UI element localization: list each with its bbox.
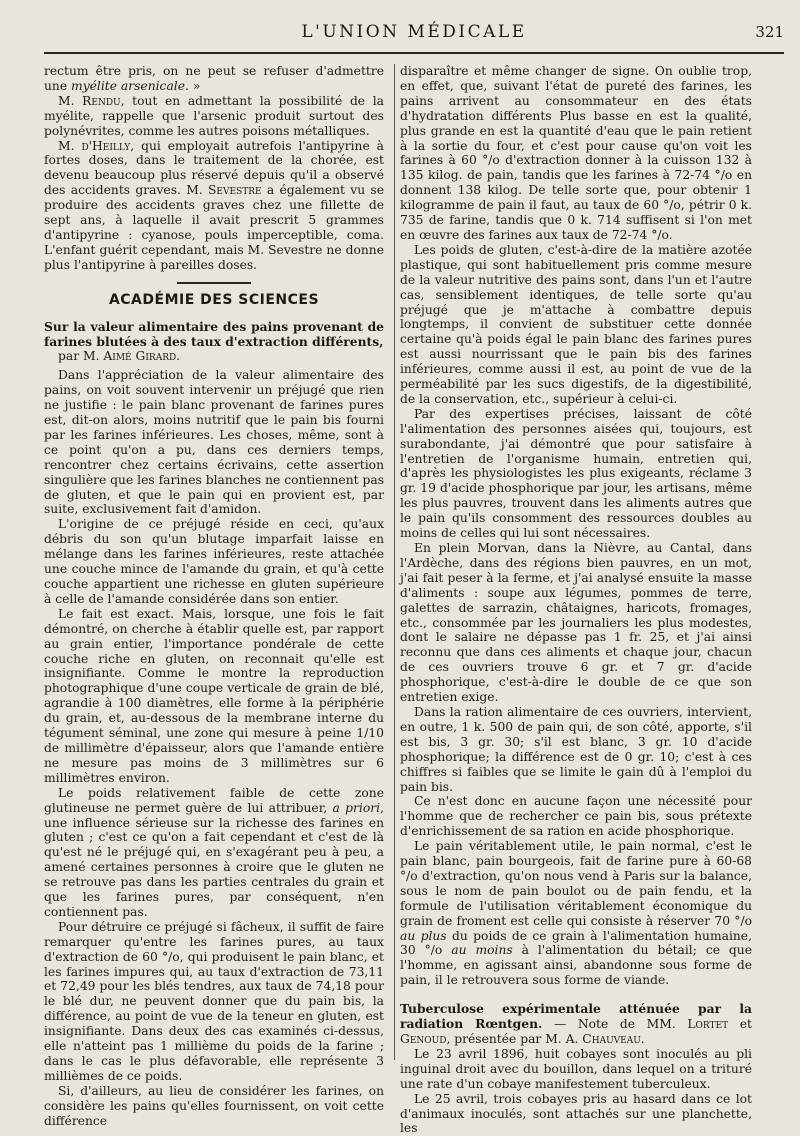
paragraph: Le 25 avril, trois cobayes pris au hasard dans ce lot d'animaux inoculés, sont attachés sur une planchette, les [400, 1091, 752, 1136]
paragraph: Les poids de gluten, c'est-à-dire de la matière azotée plastique, qui sont habituellement pris comme mesure de la valeur nutritive des pains sont, dans l'un et l'autre cas, sensiblement identiques, de telle sorte qu'au préjugé que je m'attache à combattre depuis longtemps, il convient de substituer cette donnée certaine qu'à poids égal le pain blanc des farines pures est aussi nourrissant que le pain bis des farines inférieures, comme aussi il est, au point de vue de la perméabilité par les sucs digestifs, de la digestibilité, de la conservation, etc., supérieur à celui-ci. [400, 242, 752, 406]
article-author [58, 349, 384, 364]
text: » [188, 78, 201, 93]
page-number: 321 [755, 23, 784, 41]
paragraph [44, 786, 384, 920]
text: du poids de ce grain à l'alimentation humaine, 30 °/o [400, 928, 752, 958]
text: par M. [58, 349, 104, 364]
paragraph [44, 64, 384, 94]
column-divider [394, 64, 395, 1060]
paragraph: Le fait est exact. Mais, lorsque, une fois le fait démontré, on cherche à établir quelle est, par rapport au grain entier, l'importance pondérale de cette couche riche en gluten, on reconnait qu'elle est insignifiante. Comme le montre la reproduction photographique d'une coupe verticale de grain de blé, agrandie à 100 diamètres, elle forme à la périphérie du grain, et, au-dessous de la membrane interne du tégument séminal, une zone qui mesure à peine 1/10 de millimètre d'épaisseur, alors que l'amande entière ne mesure pas moins de 3 millimètres sur 6 millimètres environ. [44, 606, 384, 785]
text: à l'alimentation du bétail; ce que l'homme, en agissant ainsi, abandonne sous forme de pain, il le retrouvera sous forme de viande. [400, 943, 753, 988]
paragraph: L'origine de ce préjugé réside en ceci, qu'aux débris du son qu'un blutage imparfait laisse en mélange dans les farines inférieures, reste attachée une couche mince de l'amande du grain, et qu'à cette couche appartient une richesse en gluten supérieure à celle de l'amande considérée dans son entier. [44, 517, 384, 606]
italic-text: au moins [451, 943, 513, 958]
paragraph: Le 23 avril 1896, huit cobayes sont inoculés au pli inguinal droit avec du bouillon, dans lequel on a trituré une rate d'un cobaye manifestement tuberculeux. [400, 1046, 752, 1091]
paragraph [400, 839, 752, 988]
author-name: A. Chauveau. [565, 1032, 645, 1046]
text: Le pain véritablement utile, le pain normal, c'est le pain blanc, pain bourgeois, fait de farine pure à 60-68 °/o d'extraction, qu'on nous vend à Paris sur la balance, sous le nom de pain boulot ou de pain fendu, et la formule de l'utilisation véritablement économique du grain de froment est celle qui consiste à réserver 70 °/o [400, 839, 752, 928]
paragraph: En plein Morvan, dans la Nièvre, au Cantal, dans l'Ardèche, dans des régions bien pauvres, en un mot, j'ai fait peser à la ferme, et j'ai analysé ensuite la masse d'aliments : soupe aux légumes, pommes de terre, galettes de sarrazin, châtaignes, haricots, fromages, etc., consommée par les journaliers les plus modestes, dont le salaire ne dépasse pas 1 fr. 25, et j'ai ainsi reconnu que dans ces aliments et chaque jour, chacun de ces ouvriers trouve 6 gr. et 7 gr. d'acide phosphorique, c'est-à-dire le double de ce que son entretien exige. [400, 541, 752, 705]
italic-text: a priori [332, 800, 381, 815]
running-title: L'UNION MÉDICALE [301, 22, 527, 42]
article-title: Sur la valeur alimentaire des pains provenant de farines blutées à des taux d'extraction différents, [44, 318, 384, 349]
paragraph: Par des expertises précises, laissant de côté l'alimentation des personnes aisées qui, toujours, est surabondante, j'ai démontré que pour satisfaire à l'entretien de l'organisme humain, entretien qui, d'après les physiologistes les plus exigeants, réclame 3 gr. 19 d'acide phosphorique par jour, les artisans, même les plus pauvres, trouvent dans les aliments autres que le pain qu'ils consomment des ressources doubles au moins de celles qui lui sont nécessaires. [400, 406, 752, 541]
paragraph: Si, d'ailleurs, au lieu de considérer les farines, on considère les pains qu'elles fournissent, on voit cette différence [44, 1083, 384, 1128]
separator-rule [177, 282, 251, 284]
speaker-name: M. Rendu [58, 93, 121, 108]
speaker-name: M. Sevestre [186, 183, 262, 198]
text: , présentée par M. [446, 1032, 566, 1046]
paragraph [44, 94, 384, 139]
text: a également vu se produire des accidents graves chez une fillette de sept ans, à laquelle il avait prescrit 5 grammes d'antipyrine : cyanose, pouls imperceptible, coma. L'enfant guérit cependant, mais M. Sevestre ne donne plus l'antipyrine à pareilles doses. [44, 183, 384, 272]
author-name: Aimé Girard. [103, 349, 181, 364]
paragraph [44, 139, 384, 273]
section-heading: ACADÉMIE DES SCIENCES [108, 291, 320, 308]
article-heading [400, 1002, 752, 1047]
paragraph: Pour détruire ce préjugé si fâcheux, il suffit de faire remarquer qu'entre les farines pures, au taux d'extraction de 60 °/o, qui produisent le pain blanc, et les farines impures qui, au taux d'extraction de 73,11 et 72,49 pour les blés tendres, aux taux de 74,18 pour le blé dur, ne peuvent donner que du pain bis, la différence, au point de vue de la teneur en gluten, est insignifiante. Dans deux des cas examinés ci-dessus, elle n'atteint pas 1 millième du poids de la farine ; dans le cas le plus défavorable, elle représente 3 millièmes de ce poids. [44, 919, 384, 1083]
paragraph: disparaître et même changer de signe. On oublie trop, en effet, que, suivant l'état de pureté des farines, les pains arrivent au consommateur en des états d'hydratation différents Plus basse en est la qualité, plus grande en est la quantité d'eau que le pain retient à la sortie du four, et c'est pour cause qu'on voit les farines à 60 °/o d'extraction donner à la cuisson 132 à 135 kilog. de pain, tandis que les farines à 72-74 °/o en donnent 138 kilog. De telle sorte que, pour obtenir 1 kilogramme de pain il faut, au taux de 60 °/o, pétrir 0 k. 735 de farine, tandis que 0 k. 714 suffisent si l'on met en œuvre des farines aux taux de 72-74 °/o. [400, 64, 752, 242]
right-column [400, 64, 752, 1136]
text: — Note de MM. [542, 1017, 688, 1032]
italic-text: myélite arsenicale. [71, 78, 189, 93]
text: rectum être pris, on ne peut se refuser d'admettre une [44, 64, 384, 93]
text: et [728, 1017, 752, 1032]
italic-text: au plus [400, 928, 447, 943]
text: , tout en admettant la possibilité de la myélite, rappelle que l'arsenic produit surtout des polynévrites, comme les autres poisons métalliques. [44, 93, 384, 138]
left-column [44, 64, 384, 1129]
paragraph: Dans la ration alimentaire de ces ouvriers, intervient, en outre, 1 k. 500 de pain qui, de son côté, apporte, s'il est bis, 3 gr. 30; s'il est blanc, 3 gr. 10 d'acide phosphorique; la différence est de 0 gr. 10; c'est à ces chiffres si faibles que se limite le gain dû à l'emploi du pain bis. [400, 704, 752, 794]
text: , qui employait autrefois l'antipyrine à fortes doses, dans le traitement de la chorée, est devenu beaucoup plus réservé depuis qu'il a observé des accidents graves. [44, 138, 384, 198]
text: , une influence sérieuse sur la richesse des farines en gluten ; c'est ce qu'on a fait cependant et c'est de là qu'est né le préjugé qui, en s'exagérant peu à peu, a amené certaines personnes à croire que le gluten ne se retrouve pas dans les parties centrales du grain et que les farines pures, par conséquent, n'en contiennent pas. [44, 800, 384, 919]
speaker-name: M. d'Heilly [58, 138, 131, 153]
text: Le poids relativement faible de cette zone glutineuse ne permet guère de lui attribuer, [44, 785, 384, 815]
author-name: Lortet [687, 1017, 729, 1032]
paragraph: Ce n'est donc en aucune façon une nécessité pour l'homme que de rechercher ce pain bis, sous prétexte d'enrichissement de sa ration en acide phosphorique. [400, 794, 752, 839]
article-title: Tuberculose expérimentale atténuée par la radiation Rœntgen. [400, 1001, 752, 1032]
author-name: Genoud [400, 1032, 447, 1046]
page-header [44, 18, 784, 54]
paragraph: Dans l'appréciation de la valeur alimentaire des pains, on voit souvent intervenir un préjugé que rien ne justifie : le pain blanc provenant de farines pures est, dit-on alors, moins nutritif que le pain bis fourni par les farines inférieures. Les choses, même, sont à ce point qu'on a pu, dans ces derniers temps, rencontrer chez certains écrivains, cette assertion singulière que les farines blanches ne contiennent pas de gluten, et que le pain qui en provient est, par suite, exclusivement fait d'amidon. [44, 368, 384, 517]
